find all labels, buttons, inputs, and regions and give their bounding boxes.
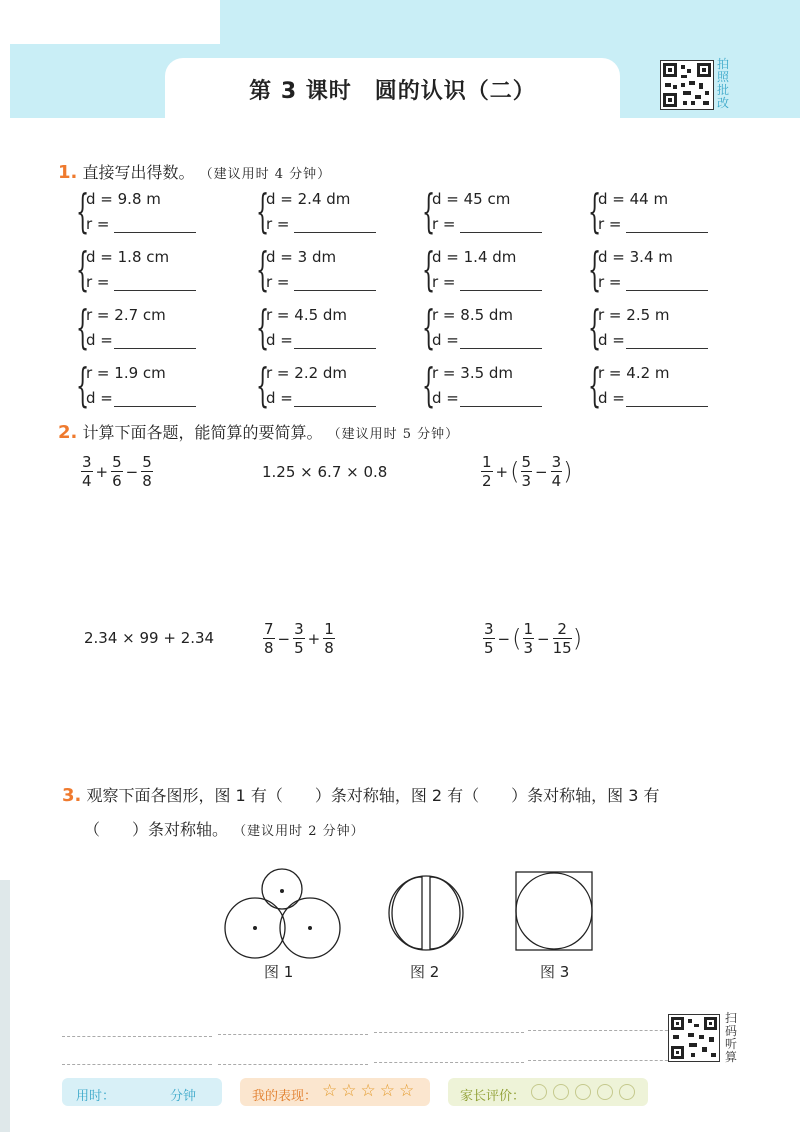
given-value: r = 2.2 dm <box>266 364 348 382</box>
answer-prompt: d = <box>432 389 459 407</box>
fraction: $\frac{1}{8}$ <box>324 620 334 657</box>
q1-item <box>256 184 396 240</box>
note-line <box>218 1034 368 1035</box>
answer-blank[interactable] <box>294 232 376 233</box>
q1-item <box>76 242 216 298</box>
given-value: r = 8.5 dm <box>432 306 514 324</box>
qr-code-icon[interactable] <box>660 60 714 110</box>
given-value: d = 1.8 cm <box>86 248 170 266</box>
smiley-icon[interactable] <box>597 1084 613 1100</box>
star-rating[interactable] <box>320 1081 416 1101</box>
page-title: 第 3 课时 圆的认识（二） <box>249 79 536 104</box>
fraction: $\frac{2}{15}$ <box>552 620 572 657</box>
figure-1-label: 图 1 <box>264 963 294 981</box>
q1-item <box>76 358 216 414</box>
fraction: $\frac{7}{8}$ <box>264 620 274 657</box>
brace-icon: { <box>588 242 602 296</box>
expression-3: $\frac{1}{2}$ +( $\frac{5}{3}$ − $\frac{3}{4}$ ) <box>482 453 573 490</box>
brace-icon: { <box>588 300 602 354</box>
answer-blank[interactable] <box>626 290 708 291</box>
smiley-icon[interactable] <box>553 1084 569 1100</box>
note-line <box>374 1062 524 1063</box>
answer-prompt: d = <box>266 389 293 407</box>
q1-item <box>588 358 728 414</box>
question-number: 2. <box>58 422 78 443</box>
brace-icon: { <box>76 184 90 238</box>
answer-blank[interactable] <box>626 406 708 407</box>
fraction: $\frac{3}{5}$ <box>484 620 494 657</box>
expression-4: 2.34 × 99 + 2.34 <box>84 629 215 647</box>
q1-item <box>422 184 562 240</box>
answer-prompt: r = <box>432 273 456 291</box>
answer-blank[interactable] <box>114 232 196 233</box>
fraction: $\frac{3}{5}$ <box>294 620 304 657</box>
time-hint: （建议用时 4 分钟） <box>199 167 332 182</box>
answer-blank[interactable] <box>114 406 196 407</box>
fraction: $\frac{3}{4}$ <box>82 453 92 490</box>
question-text: 观察下面各图形，图 1 有（ ）条对称轴，图 2 有（ ）条对称轴，图 3 有 <box>86 786 660 805</box>
q1-item <box>422 358 562 414</box>
answer-prompt: d = <box>598 389 625 407</box>
answer-blank[interactable] <box>460 348 542 349</box>
figure-1-three-circles <box>220 868 350 960</box>
fraction: $\frac{5}{3}$ <box>521 453 532 490</box>
q1-item <box>256 242 396 298</box>
q1-item <box>76 184 216 240</box>
expression-5: $\frac{7}{8}$ − $\frac{3}{5}$ + $\frac{1}{8}$ <box>264 620 334 657</box>
brace-icon: { <box>256 242 270 296</box>
note-line <box>374 1032 524 1033</box>
answer-prompt: r = <box>598 215 622 233</box>
q1-item <box>256 300 396 356</box>
qr-caption-grade: 拍 照 批 改 <box>716 57 729 110</box>
brace-icon: { <box>256 358 270 412</box>
smiley-icon[interactable] <box>575 1084 591 1100</box>
smiley-icon[interactable] <box>531 1084 547 1100</box>
brace-icon: { <box>422 358 436 412</box>
q1-item <box>256 358 396 414</box>
q1-item <box>588 184 728 240</box>
note-line <box>528 1060 678 1061</box>
answer-blank[interactable] <box>460 406 542 407</box>
given-value: r = 1.9 cm <box>86 364 166 382</box>
given-value: d = 3 dm <box>266 248 337 266</box>
question-text: 计算下面各题，能简算的要简算。 <box>82 423 323 442</box>
star-icon[interactable]: ☆ <box>322 1081 338 1101</box>
brace-icon: { <box>422 242 436 296</box>
given-value: d = 45 cm <box>432 190 511 208</box>
brace-icon: { <box>256 300 270 354</box>
answer-prompt: d = <box>86 331 113 349</box>
question-text: （ ）条对称轴。 <box>84 820 229 839</box>
answer-blank[interactable] <box>294 290 376 291</box>
self-rating-box <box>240 1078 430 1106</box>
expression-1: $\frac{3}{4}$ + $\frac{5}{6}$ − $\frac{5}{8}$ <box>82 453 152 490</box>
answer-blank[interactable] <box>294 348 376 349</box>
smiley-rating[interactable] <box>528 1084 638 1100</box>
answer-prompt: d = <box>432 331 459 349</box>
time-hint: （建议用时 5 分钟） <box>327 427 460 442</box>
brace-icon: { <box>588 184 602 238</box>
question-number: 1. <box>58 162 78 183</box>
time-hint: （建议用时 2 分钟） <box>233 824 365 839</box>
self-rating-label: 我的表现： <box>252 1089 318 1104</box>
q1-item <box>76 300 216 356</box>
question-3-line-1 <box>62 783 762 806</box>
fraction: $\frac{3}{4}$ <box>551 453 562 490</box>
note-line <box>62 1036 212 1037</box>
answer-blank[interactable] <box>460 232 542 233</box>
given-value: r = 2.5 m <box>598 306 670 324</box>
header-notch <box>10 0 220 44</box>
note-line <box>218 1064 368 1065</box>
q1-item <box>422 300 562 356</box>
question-3-line-2 <box>84 817 365 840</box>
fraction: $\frac{5}{8}$ <box>142 453 152 490</box>
answer-blank[interactable] <box>114 348 196 349</box>
question-1-heading <box>58 160 331 183</box>
expression-6: $\frac{3}{5}$ −( $\frac{1}{3}$ − $\frac{2}{15}$ ) <box>484 620 583 657</box>
given-value: r = 4.5 dm <box>266 306 348 324</box>
smiley-icon[interactable] <box>619 1084 635 1100</box>
brace-icon: { <box>588 358 602 412</box>
answer-prompt: r = <box>86 273 110 291</box>
answer-blank[interactable] <box>460 290 542 291</box>
answer-prompt: r = <box>266 273 290 291</box>
star-icon[interactable]: ☆ <box>360 1081 376 1101</box>
note-line <box>62 1064 212 1065</box>
question-text: 直接写出得数。 <box>82 163 195 182</box>
given-value: r = 4.2 m <box>598 364 670 382</box>
given-value: r = 3.5 dm <box>432 364 514 382</box>
qr-code-icon[interactable] <box>668 1014 720 1062</box>
parent-rating-box <box>448 1078 648 1106</box>
answer-prompt: r = <box>432 215 456 233</box>
answer-prompt: r = <box>86 215 110 233</box>
time-used-label: 用时： <box>76 1089 116 1104</box>
given-value: d = 44 m <box>598 190 669 208</box>
answer-prompt: r = <box>598 273 622 291</box>
fraction: $\frac{1}{3}$ <box>523 620 534 657</box>
question-number: 3. <box>62 785 82 806</box>
given-value: d = 3.4 m <box>598 248 673 266</box>
page-edge-bar <box>0 880 10 1132</box>
given-value: d = 2.4 dm <box>266 190 351 208</box>
q1-item <box>422 242 562 298</box>
time-used-box <box>62 1078 222 1106</box>
question-2-heading <box>58 420 459 443</box>
parent-rating-label: 家长评价： <box>460 1089 526 1104</box>
qr-caption-listen: 扫 码 听 算 <box>724 1011 737 1064</box>
answer-blank[interactable] <box>626 232 708 233</box>
note-line <box>528 1030 678 1031</box>
brace-icon: { <box>422 300 436 354</box>
fraction: $\frac{1}{2}$ <box>482 453 492 490</box>
brace-icon: { <box>422 184 436 238</box>
given-value: r = 2.7 cm <box>86 306 166 324</box>
q1-item <box>588 300 728 356</box>
answer-blank[interactable] <box>626 348 708 349</box>
answer-blank[interactable] <box>294 406 376 407</box>
star-icon[interactable]: ☆ <box>341 1081 357 1101</box>
brace-icon: { <box>76 300 90 354</box>
given-value: d = 1.4 dm <box>432 248 517 266</box>
fraction: $\frac{5}{6}$ <box>112 453 122 490</box>
figure-3-circle-in-square <box>514 870 594 952</box>
time-unit-label: 分钟 <box>170 1089 197 1104</box>
figure-3-label: 图 3 <box>540 963 570 981</box>
expression-2: 1.25 × 6.7 × 0.8 <box>262 463 388 481</box>
q1-item <box>588 242 728 298</box>
figure-2-label: 图 2 <box>410 963 440 981</box>
answer-prompt: d = <box>266 331 293 349</box>
star-icon[interactable]: ☆ <box>379 1081 395 1101</box>
given-value: d = 9.8 m <box>86 190 161 208</box>
figure-2-split-circle <box>384 874 468 952</box>
answer-prompt: d = <box>598 331 625 349</box>
star-icon[interactable]: ☆ <box>399 1081 415 1101</box>
answer-prompt: r = <box>266 215 290 233</box>
brace-icon: { <box>76 242 90 296</box>
answer-blank[interactable] <box>114 290 196 291</box>
answer-prompt: d = <box>86 389 113 407</box>
brace-icon: { <box>256 184 270 238</box>
brace-icon: { <box>76 358 90 412</box>
